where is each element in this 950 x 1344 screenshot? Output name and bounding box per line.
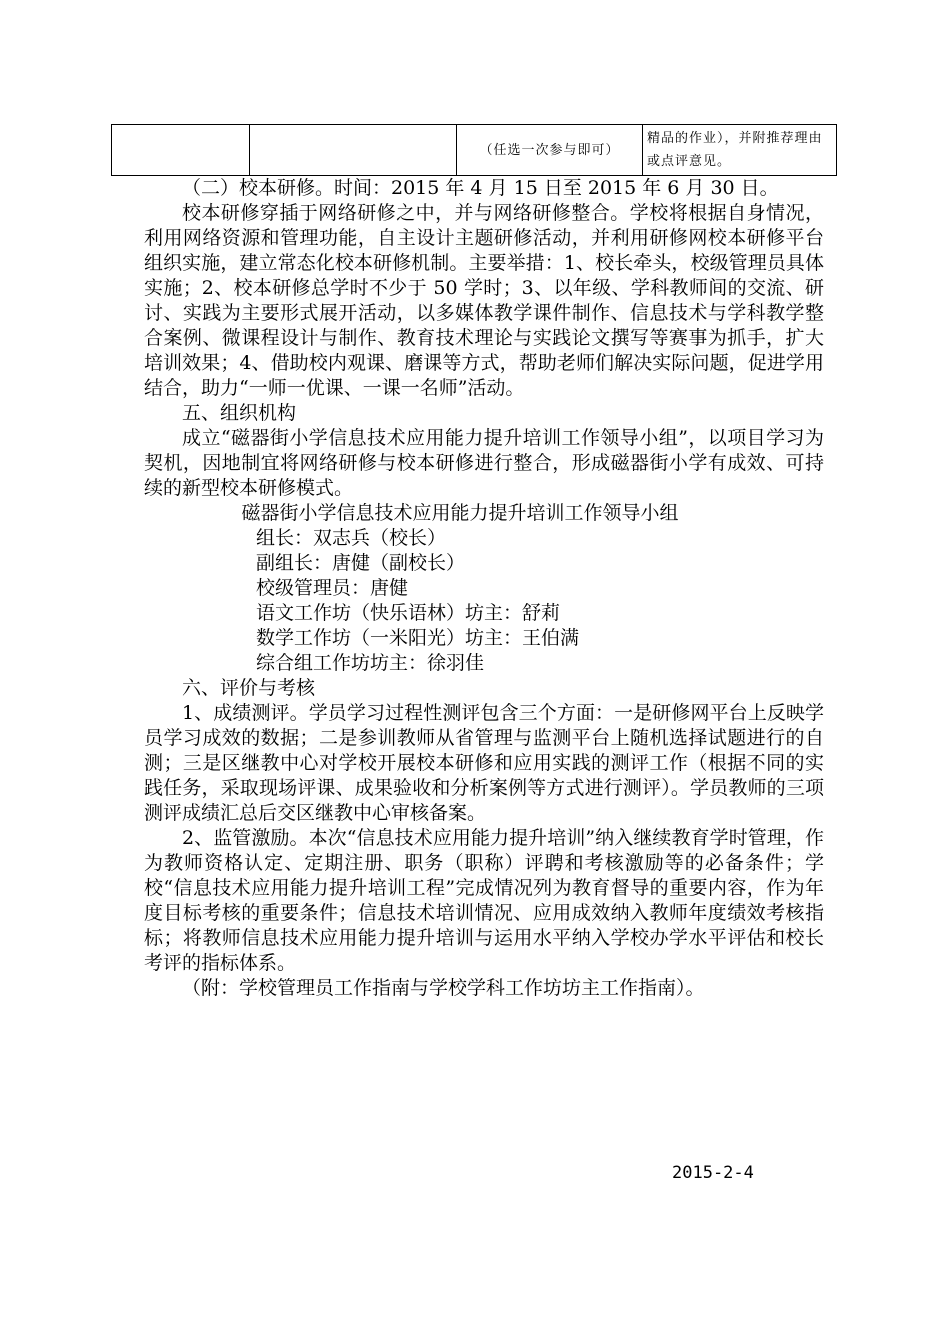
- document-body: [144, 176, 824, 1001]
- table-cell: [112, 125, 250, 176]
- member-line: 语文工作坊（快乐语林）坊主：舒莉: [256, 602, 561, 624]
- document-date: 2015-2-4: [672, 1163, 754, 1183]
- leadership-group-title: 磁器街小学信息技术应用能力提升培训工作领导小组: [241, 502, 679, 524]
- section-heading-organization: 五、组织机构: [182, 402, 297, 424]
- member-line: 校级管理员：唐健: [256, 577, 409, 599]
- member-line: 副组长：唐健（副校长）: [256, 552, 466, 574]
- table-cell-assignment-note: 精品的作业），并附推荐理由或点评意见。: [643, 125, 837, 176]
- school-training-heading: （二）校本研修。时间：2015 年 4 月 15 日至 2015 年 6 月 30 日。: [182, 177, 779, 199]
- table-cell: [250, 125, 457, 176]
- evaluation-paragraph-supervision: 2、监管激励。本次“信息技术应用能力提升培训”纳入继续教育学时管理，作为教师资格认定、定期注册、职务（职称）评聘和考核激励等的必备条件；学校“信息技术应用能力提升培训工程”完成情况列为教育督导的重要内容，作为年度目标考核的重要条件；信息技术培训情况、应用成效纳入教师年度绩效考核指标；将教师信息技术应用能力提升培训与运用水平纳入学校办学水平评估和校长考评的指标体系。: [144, 827, 824, 974]
- section-heading-evaluation: 六、评价与考核: [182, 677, 316, 699]
- member-line: 数学工作坊（一米阳光）坊主：王伯满: [256, 627, 580, 649]
- appendix-note: （附：学校管理员工作指南与学校学科工作坊坊主工作指南）。: [182, 977, 705, 999]
- organization-paragraph: 成立“磁器街小学信息技术应用能力提升培训工作领导小组”，以项目学习为契机，因地制宜将网络研修与校本研修进行整合，形成磁器街小学有成效、可持续的新型校本研修模式。: [144, 427, 824, 499]
- table-row: [112, 125, 837, 176]
- evaluation-paragraph-scores: 1、成绩测评。学员学习过程性测评包含三个方面：一是研修网平台上反映学员学习成效的数据；二是参训教师从省管理与监测平台上随机选择试题进行的自测；三是区继教中心对学校开展校本研修和应用实践的测评工作（根据不同的实践任务，采取现场评课、成果验收和分析案例等方式进行测评）。学员教师的三项测评成绩汇总后交区继教中心审核备案。: [144, 702, 824, 824]
- member-line: 综合组工作坊坊主：徐羽佳: [256, 652, 485, 674]
- table-cell-participation-note: （任选一次参与即可）: [457, 125, 643, 176]
- requirements-table-fragment: [111, 124, 837, 176]
- member-line: 组长：双志兵（校长）: [256, 527, 447, 549]
- school-training-paragraph: 校本研修穿插于网络研修之中，并与网络研修整合。学校将根据自身情况，利用网络资源和管理功能，自主设计主题研修活动，并利用研修网校本研修平台组织实施，建立常态化校本研修机制。主要举措：1、校长牵头，校级管理员具体实施；2、校本研修总学时不少于 50 学时；3、以年级、学科教师间的交流、研讨、实践为主要形式展开活动，以多媒体教学课件制作、信息技术与学科教学整合案例、微课程设计与制作、教育技术理论与实践论文撰写等赛事为抓手，扩大培训效果；4、借助校内观课、磨课等方式，帮助老师们解决实际问题，促进学用结合，助力“一师一优课、一课一名师”活动。: [144, 202, 824, 399]
